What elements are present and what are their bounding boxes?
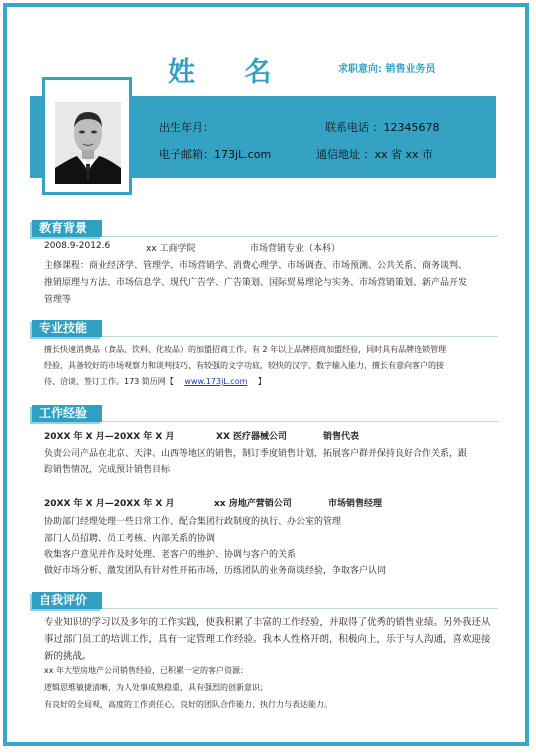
section-education xyxy=(32,220,102,237)
website-link[interactable]: www.173jL.com xyxy=(184,377,248,386)
job2-period: 20XX 年 X 月—20XX 年 X 月 xyxy=(44,499,175,509)
skills-line-last xyxy=(44,376,266,387)
job1-company: XX 医疗器械公司 xyxy=(216,432,288,442)
job2-line: 做好市场分析、激发团队有针对性开拓市场，历练团队的业务商谈经验，争取客户认同 xyxy=(44,566,387,576)
job1-header xyxy=(44,429,360,442)
resume-name: 姓 名 xyxy=(168,57,292,88)
job-intent: 求职意向: 销售业务员 xyxy=(338,64,436,75)
self-line: 新的挑战。 xyxy=(44,651,92,662)
edu-major: 市场营销专业（本科） xyxy=(250,244,341,254)
edu-line: 推销原理与方法、市场信息学、现代广告学、广告策划、国际贸易理论与实务、市场营销策划、新产品开发 xyxy=(44,278,468,288)
phone-field: 联系电话 ：12345678 xyxy=(325,121,440,134)
job2-role: 市场销售经理 xyxy=(328,499,383,509)
self-line: 逻辑思维敏捷清晰，为人处事成熟稳重，具有强烈的创新意识； xyxy=(44,683,268,692)
skills-bracket: 】 xyxy=(257,377,266,386)
job1-role: 销售代表 xyxy=(323,432,360,442)
birth-field: 出生年月： xyxy=(159,121,214,134)
section-skills xyxy=(32,320,102,337)
address-field: 通信地址 ：xx 省 xx 市 xyxy=(316,148,434,161)
edu-line: 管理等 xyxy=(44,295,72,305)
education-row xyxy=(44,241,341,254)
skills-line: 擅长快速消费品（食品、饮料、化妆品）的加盟招商工作，有 2 年以上品牌招商加盟经验，同时具有品牌连锁管理 xyxy=(44,345,447,354)
self-line: 事过部门员工的培训工作，具有一定管理工作经验。我本人性格开朗，积极向上，乐于与人沟通，喜欢迎接 xyxy=(44,634,491,645)
section-title: 专业技能 xyxy=(39,321,88,335)
email-field: 电子邮箱：173jL.com xyxy=(159,148,272,161)
edu-line: 主修课程：商业经济学、管理学、市场营销学、消费心理学、市场调查、市场预测、公共关系、商务谈判、 xyxy=(44,261,468,271)
skills-line: 经验，具备较好的市场观察力和谈判技巧，有较强的文字功底，较快的汉字、数字输入能力，擅长有意向客户的接 xyxy=(44,361,444,370)
edu-date: 2008.9-2012.6 xyxy=(44,241,111,251)
section-title: 教育背景 xyxy=(39,221,88,235)
section-title: 自我评价 xyxy=(39,593,88,607)
profile-photo xyxy=(55,102,121,184)
job2-header xyxy=(44,496,383,509)
skills-text: 待、洽谈、签订工作。173 简历网【 xyxy=(44,377,174,386)
edu-school: xx 工商学院 xyxy=(146,244,196,254)
section-self xyxy=(32,592,102,609)
job2-line: 部门人员招聘、员工考核、内部关系的协调 xyxy=(44,534,216,544)
section-work xyxy=(32,405,102,422)
job1-line: 踪销售情况，完成预计销售目标 xyxy=(44,465,171,475)
self-line: xx 年大型房地产公司销售经验，已积累一定的客户资源： xyxy=(44,666,249,675)
job2-company: xx 房地产营销公司 xyxy=(214,499,292,509)
self-line: 专业知识的学习以及多年的工作实践，使我积累了丰富的工作经验，并取得了优秀的销售业绩。另外我还从 xyxy=(44,617,491,628)
section-title: 工作经验 xyxy=(39,406,88,420)
job2-line: 收集客户意见并作及时处理、老客户的维护、协调与客户的关系 xyxy=(44,550,297,560)
job1-period: 20XX 年 X 月—20XX 年 X 月 xyxy=(44,432,175,442)
job1-line: 负责公司产品在北京、天津、山西等地区的销售，制订季度销售计划，拓展客户群并保持良好合作关系，跟 xyxy=(44,449,468,459)
self-line: 有良好的全局观，高度的工作责任心，良好的团队合作能力、执行力与表达能力。 xyxy=(44,700,332,709)
job2-line: 协助部门经理处理一些日常工作、配合集团行政制度的执行、办公室的管理 xyxy=(44,517,342,527)
